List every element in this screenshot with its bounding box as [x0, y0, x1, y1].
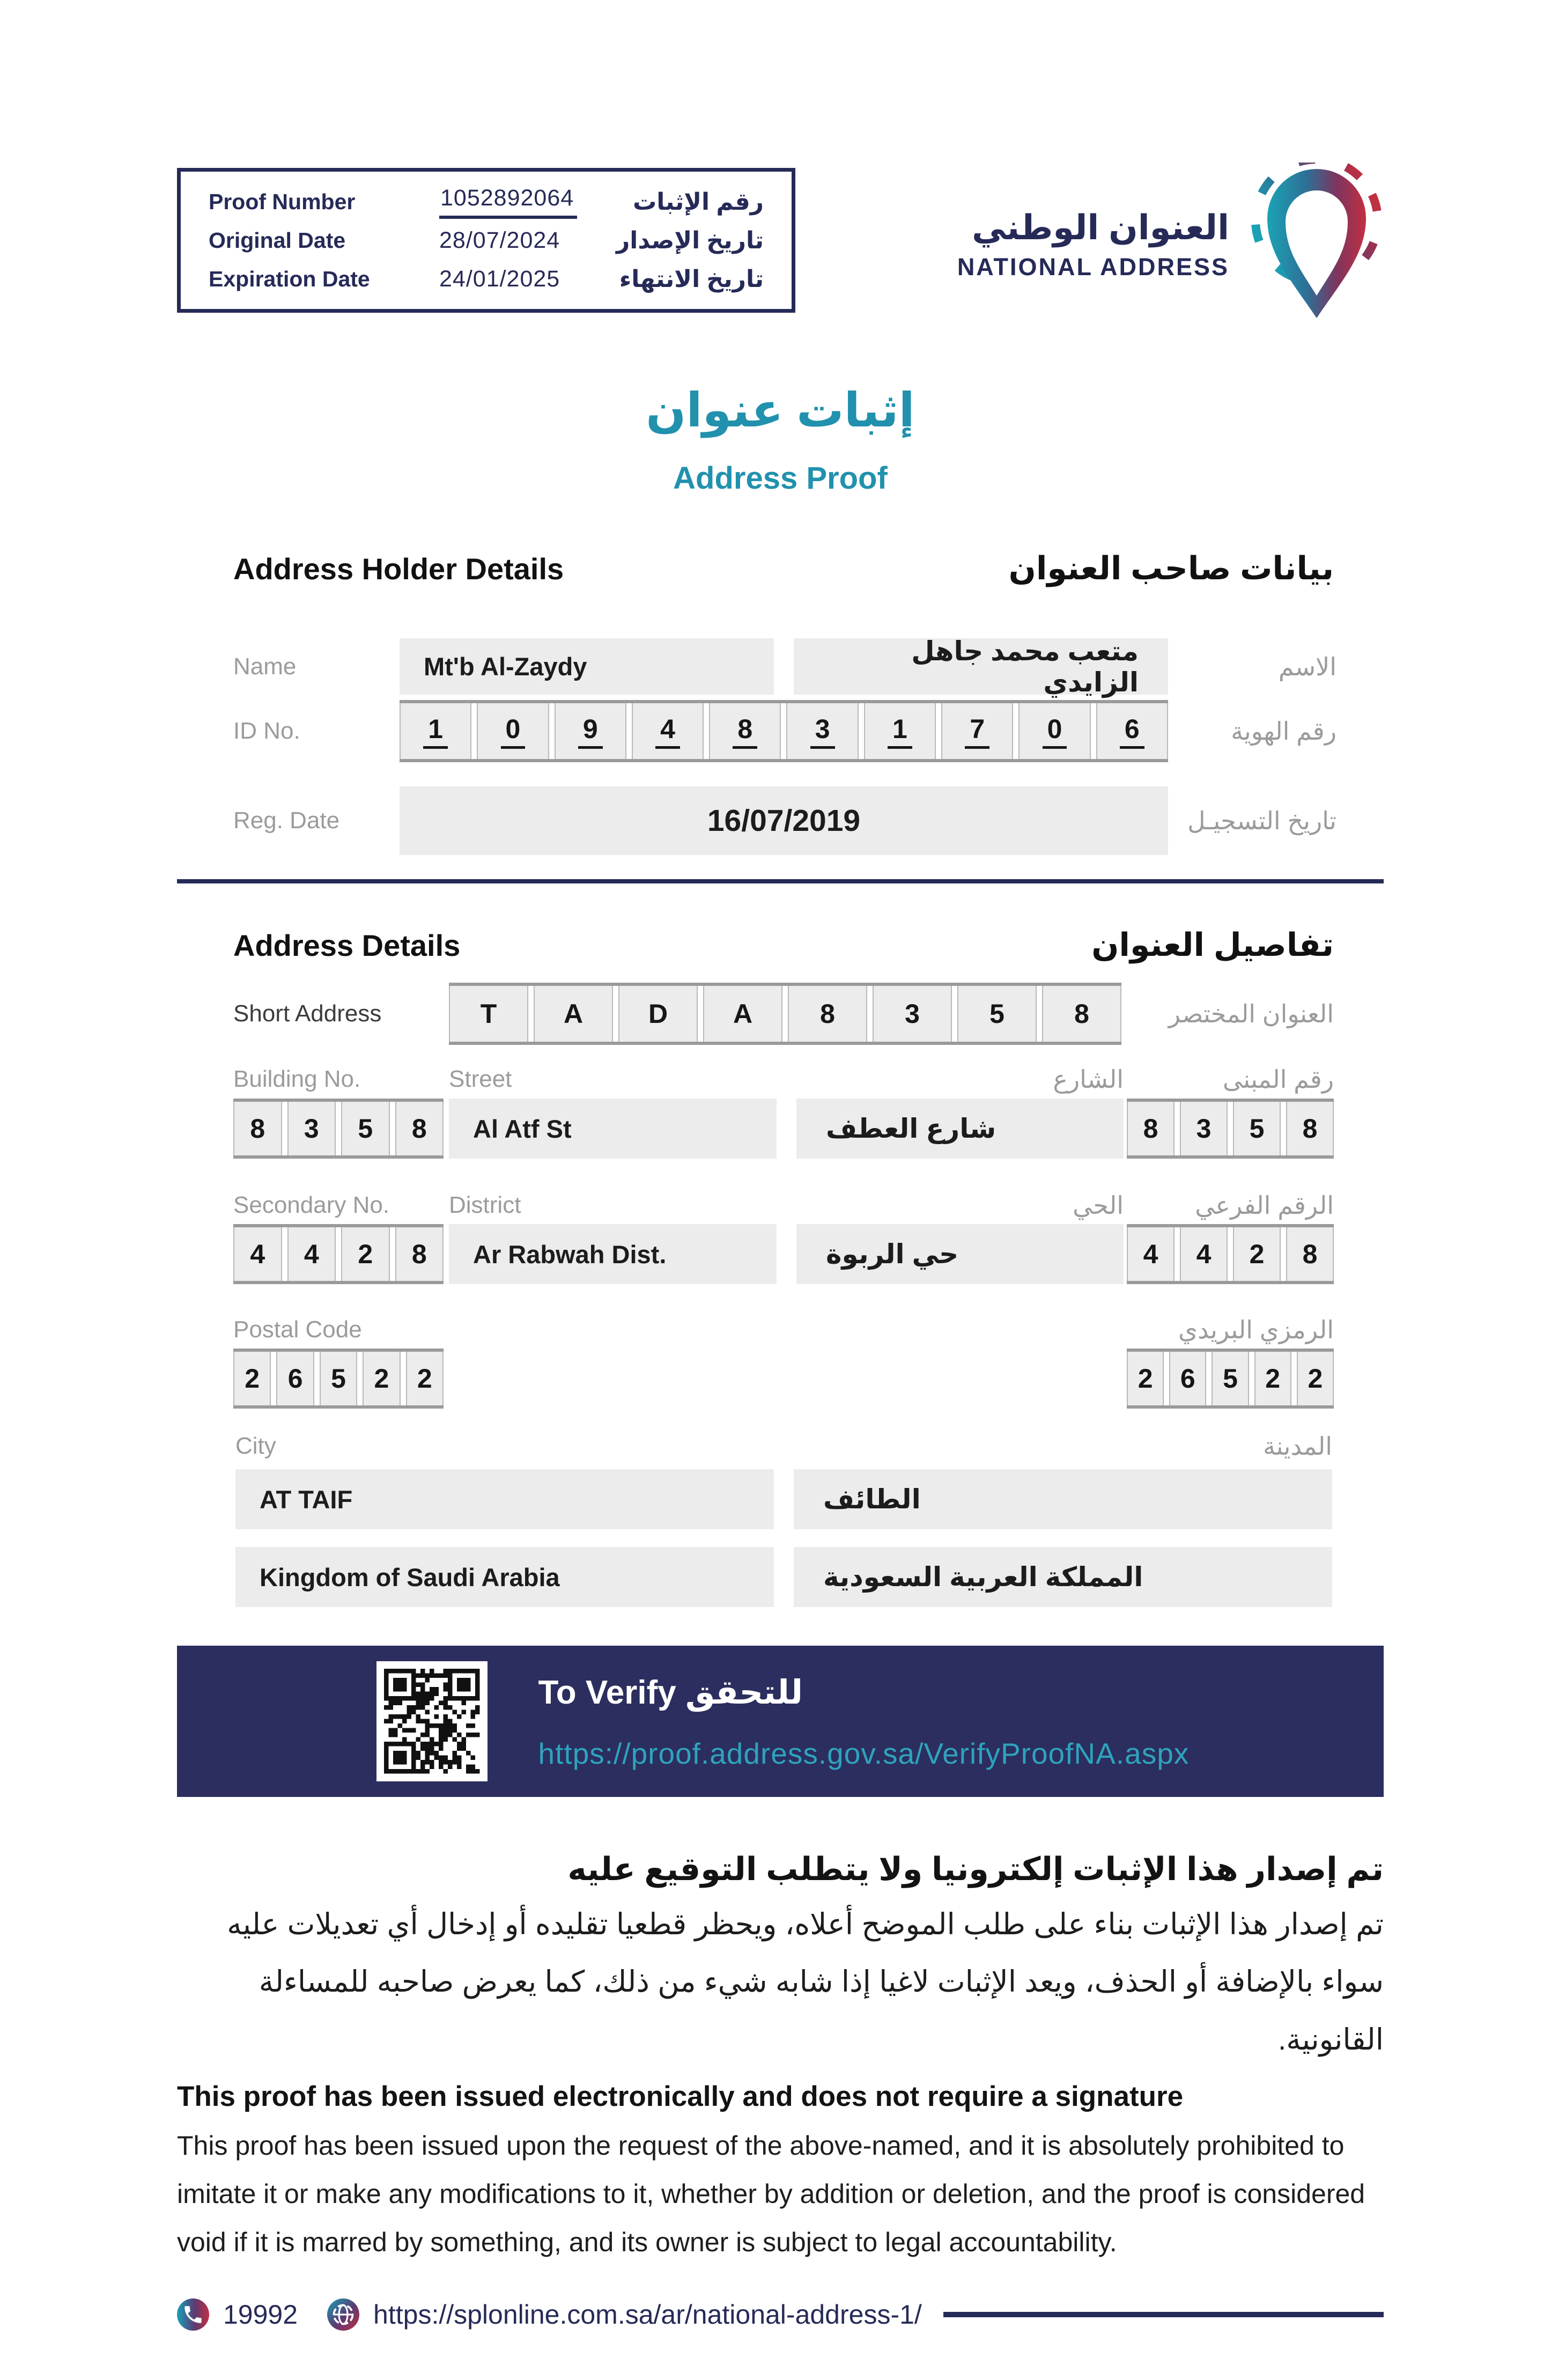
district-label-en: District — [449, 1192, 521, 1218]
digit-cell: 8 — [1286, 1227, 1334, 1281]
digit-cell: 3 — [786, 703, 858, 759]
digit-cell: 8 — [1286, 1102, 1334, 1155]
digit-cell: 5 — [1233, 1102, 1281, 1155]
digit-cell: 8 — [395, 1102, 444, 1155]
country-value-en: Kingdom of Saudi Arabia — [235, 1547, 774, 1607]
short-address-label-en: Short Address — [233, 1000, 382, 1027]
note-title-arabic: تم إصدار هذا الإثبات إلكترونيا ولا يتطلب التوقيع عليه — [567, 1851, 1384, 1887]
digit-cell: 2 — [1127, 1352, 1164, 1405]
verify-band — [177, 1646, 1384, 1797]
digit-cell: A — [703, 986, 782, 1042]
expiration-date-label-en: Expiration Date — [209, 266, 370, 291]
city-label-en: City — [235, 1433, 276, 1459]
digit-cell: 6 — [1169, 1352, 1206, 1405]
note-body-english: This proof has been issued upon the request of the above-named, and it is absolutely prohibited to imitate it or make any modifications to it, whether by addition or deletion, and the proof is considered void if it is marred by something, and its owner is subject to legal accountability. — [177, 2130, 1365, 2257]
digit-cell: 8 — [788, 986, 867, 1042]
digit-cell: 8 — [1042, 986, 1121, 1042]
secondary-digits-left — [233, 1224, 444, 1284]
proof-number-label-ar: رقم الإثبات — [633, 188, 764, 215]
digit-cell: A — [534, 986, 613, 1042]
district-value-en: Ar Rabwah Dist. — [449, 1224, 777, 1284]
id-label-ar: رقم الهوية — [1231, 717, 1336, 745]
digit-cell: 3 — [287, 1102, 336, 1155]
verify-title: To Verify للتحقق — [538, 1674, 803, 1711]
name-label-en: Name — [233, 653, 297, 680]
district-value-ar: حي الربوة — [796, 1224, 1124, 1284]
digit-cell: D — [618, 986, 698, 1042]
proof-number-row — [209, 185, 764, 219]
digit-cell: 2 — [1233, 1227, 1281, 1281]
digit-cell: 6 — [276, 1352, 314, 1405]
holder-header-en: Address Holder Details — [233, 552, 564, 586]
qr-code — [376, 1661, 488, 1781]
digit-cell: 4 — [1180, 1227, 1228, 1281]
postal-code-row — [177, 1349, 1384, 1409]
verify-url-link[interactable]: https://proof.address.gov.sa/VerifyProofNA.aspx — [538, 1736, 1190, 1770]
proof-number-label-en: Proof Number — [209, 189, 356, 214]
digit-cell: 8 — [709, 703, 781, 759]
digit-cell: 1 — [400, 703, 471, 759]
digit-cell: 2 — [363, 1352, 400, 1405]
phone-icon — [177, 2298, 209, 2331]
national-address-logo — [957, 163, 1384, 326]
document-title-arabic: إثبات عنوان — [646, 384, 915, 437]
digit-cell: 0 — [477, 703, 549, 759]
footer-url-link[interactable]: https://splonline.com.sa/ar/national-address-1/ — [373, 2299, 922, 2330]
digit-cell: 5 — [320, 1352, 357, 1405]
address-section-header — [177, 926, 1384, 964]
building-street-labels — [177, 1065, 1384, 1094]
secondary-label-en: Secondary No. — [233, 1192, 390, 1218]
name-label-ar: الاسم — [1278, 652, 1336, 681]
street-value-ar: شارع العطف — [796, 1099, 1124, 1159]
city-label-ar: المدينة — [1263, 1432, 1332, 1460]
postal-digits-right — [1127, 1349, 1334, 1409]
digit-cell: 2 — [1254, 1352, 1291, 1405]
digit-cell: 9 — [555, 703, 626, 759]
proof-summary-box — [177, 168, 795, 313]
street-label-ar: الشارع — [1053, 1065, 1124, 1093]
city-labels — [177, 1432, 1384, 1461]
address-header-en: Address Details — [233, 929, 461, 962]
street-value-en: Al Atf St — [449, 1099, 777, 1159]
digit-cell: 5 — [957, 986, 1037, 1042]
name-row — [177, 638, 1384, 695]
city-row — [177, 1469, 1384, 1529]
holder-section-header — [177, 550, 1384, 587]
document-footer — [177, 2298, 1384, 2331]
city-value-ar: الطائف — [794, 1469, 1332, 1529]
secondary-digits-right — [1127, 1224, 1334, 1284]
short-address-cells — [449, 983, 1121, 1045]
digit-cell: 6 — [1096, 703, 1168, 759]
support-phone-number: 19992 — [223, 2299, 298, 2330]
reg-date-row — [177, 786, 1384, 855]
holder-header-ar: بيانات صاحب العنوان — [1008, 550, 1334, 586]
building-digits-right — [1127, 1099, 1334, 1159]
digit-cell: 0 — [1018, 703, 1090, 759]
address-header-ar: تفاصيل العنوان — [1091, 927, 1334, 963]
digit-cell: 3 — [873, 986, 952, 1042]
short-address-row — [177, 983, 1384, 1045]
digit-cell: 5 — [341, 1102, 390, 1155]
postal-label-en: Postal Code — [233, 1316, 362, 1343]
document-header — [177, 0, 1384, 326]
digit-cell: 8 — [395, 1227, 444, 1281]
original-date-label-ar: تاريخ الإصدار — [616, 227, 764, 254]
original-date-row — [209, 227, 764, 254]
verify-text-block — [538, 1672, 1190, 1771]
digit-cell: 5 — [1212, 1352, 1249, 1405]
digit-cell: 4 — [287, 1227, 336, 1281]
digit-cell: 2 — [233, 1352, 271, 1405]
digit-cell: 2 — [1297, 1352, 1334, 1405]
id-number-row — [177, 700, 1384, 762]
district-label-ar: الحي — [1073, 1191, 1124, 1219]
note-body-arabic: تم إصدار هذا الإثبات بناء على طلب الموضح أعلاه، ويحظر قطعيا تقليده أو إدخال أي تعديلات عليه سواء بالإضافة أو الحذف، ويعد الإثبات لاغيا إذا شابه شيء من ذلك، كما يعرض صاحبه للمساءلة القانونية. — [227, 1907, 1384, 2056]
digit-cell: 4 — [1127, 1227, 1175, 1281]
id-label-en: ID No. — [233, 718, 300, 744]
postal-label-ar: الرمزي البريدي — [1178, 1316, 1334, 1344]
country-value-ar: المملكة العربية السعودية — [794, 1547, 1332, 1607]
location-pin-icon — [1250, 163, 1384, 326]
country-row — [177, 1547, 1384, 1607]
note-title-english: This proof has been issued electronically and does not require a signature — [177, 2080, 1184, 2112]
building-label-ar: رقم المبنى — [1222, 1065, 1334, 1093]
original-date-value: 28/07/2024 — [439, 227, 560, 253]
name-value-ar: متعب محمد جاهل الزايدي — [794, 638, 1168, 695]
reg-date-label-ar: تاريخ التسجيـل — [1187, 807, 1336, 835]
digit-cell: T — [449, 986, 528, 1042]
document-title-english: Address Proof — [673, 461, 888, 496]
expiration-date-row — [209, 266, 764, 293]
building-digits-left — [233, 1099, 444, 1159]
secondary-district-labels — [177, 1191, 1384, 1220]
digit-cell: 7 — [941, 703, 1013, 759]
postal-code-labels — [177, 1315, 1384, 1344]
short-address-label-ar: العنوان المختصر — [1168, 1000, 1334, 1028]
logo-title-english: NATIONAL ADDRESS — [957, 253, 1229, 281]
name-value-en: Mt'b Al-Zaydy — [400, 638, 774, 695]
secondary-district-row — [177, 1224, 1384, 1284]
digit-cell: 8 — [233, 1102, 282, 1155]
digit-cell: 4 — [233, 1227, 282, 1281]
digit-cell: 8 — [1127, 1102, 1175, 1155]
secondary-label-ar: الرقم الفرعي — [1195, 1191, 1334, 1219]
id-digit-cells — [400, 700, 1168, 762]
footer-rule — [943, 2312, 1384, 2317]
building-street-row — [177, 1099, 1384, 1159]
globe-icon — [327, 2298, 359, 2331]
building-label-en: Building No. — [233, 1066, 361, 1092]
postal-digits-left — [233, 1349, 444, 1409]
digit-cell: 1 — [864, 703, 936, 759]
reg-date-value: 16/07/2019 — [400, 786, 1168, 855]
logo-text — [957, 208, 1229, 281]
city-value-en: AT TAIF — [235, 1469, 774, 1529]
expiration-date-label-ar: تاريخ الانتهاء — [619, 266, 764, 292]
section-divider — [177, 879, 1384, 883]
digit-cell: 3 — [1180, 1102, 1228, 1155]
street-label-en: Street — [449, 1066, 512, 1092]
digit-cell: 2 — [406, 1352, 444, 1405]
logo-title-arabic: العنوان الوطني — [972, 208, 1229, 247]
reg-date-label-en: Reg. Date — [233, 807, 340, 834]
original-date-label-en: Original Date — [209, 227, 346, 253]
digit-cell: 4 — [632, 703, 704, 759]
expiration-date-value: 24/01/2025 — [439, 266, 560, 292]
proof-number-value: 1052892064 — [439, 185, 633, 219]
digit-cell: 2 — [341, 1227, 390, 1281]
